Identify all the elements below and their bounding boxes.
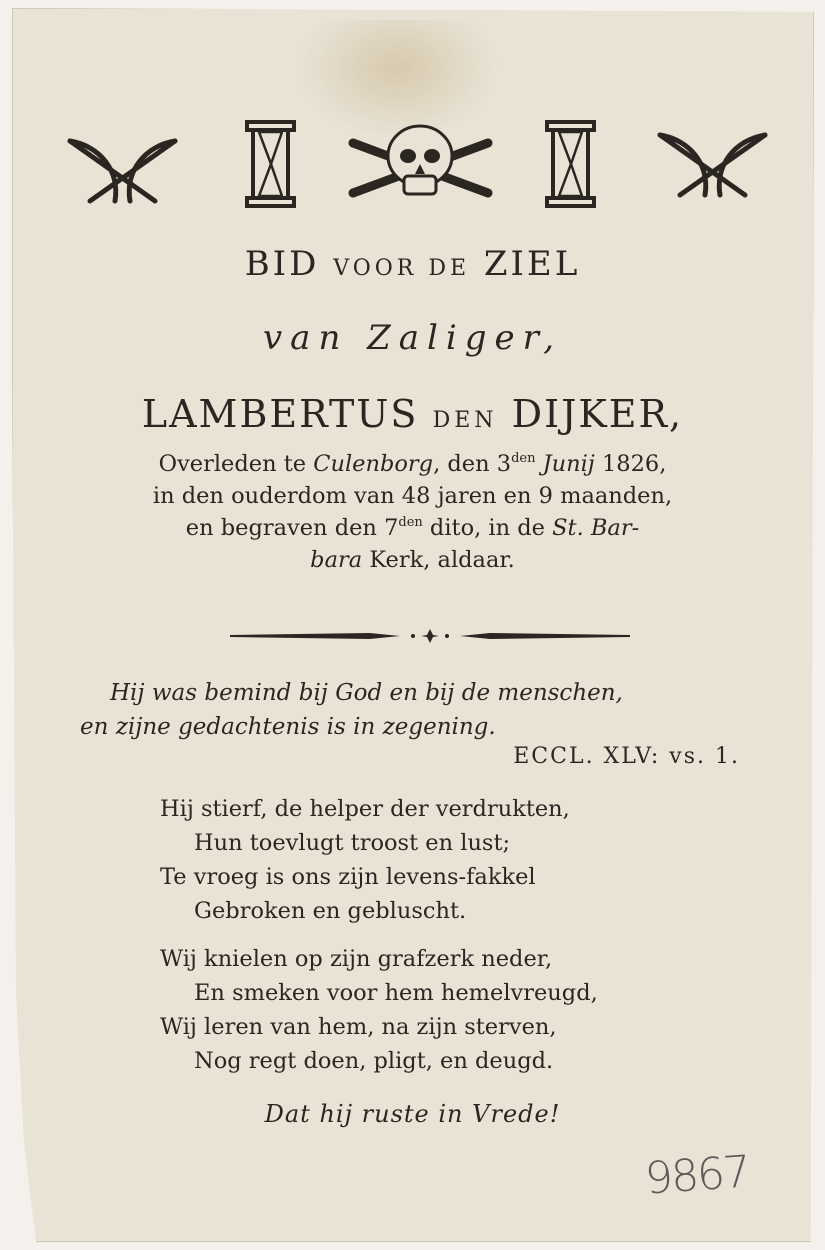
card-title xyxy=(0,244,825,284)
details-text: dito, in de xyxy=(422,515,553,541)
details-text: en begraven den 7 xyxy=(185,515,399,541)
verse-line: Te vroeg is ons zijn levens-fakkel xyxy=(160,864,536,890)
verse-line: En smeken voor hem hemelvreugd, xyxy=(194,980,598,1006)
last-name: DIJKER, xyxy=(511,392,684,436)
ordinal-suffix: den xyxy=(511,451,536,466)
handwritten-catalog-number: 9867 xyxy=(643,1146,751,1205)
details-text: , den 3 xyxy=(433,451,512,477)
scripture-reference: ECCL. XLV: vs. 1. xyxy=(513,744,740,769)
verse-stanza-2 xyxy=(160,942,720,1078)
quote-line-1: Hij was bemind bij God en bij de menschen, xyxy=(110,680,623,706)
quote-line-2: en zijne gedachtenis is in zegening. xyxy=(80,714,496,740)
death-details xyxy=(0,448,825,576)
verse-stanza-1 xyxy=(160,792,720,928)
ornament-row xyxy=(60,118,780,213)
details-text: Overleden te xyxy=(158,451,314,477)
details-line-2: in den ouderdom van 48 jaren en 9 maanden, xyxy=(152,483,673,509)
skull-crossbones-icon xyxy=(338,118,503,210)
details-line-1 xyxy=(0,448,825,480)
crossed-scythes-icon xyxy=(650,120,775,205)
church-name: St. Bar- xyxy=(552,515,640,541)
deceased-name xyxy=(0,392,825,436)
details-line-4 xyxy=(0,544,825,576)
title-bid: BID xyxy=(244,244,320,284)
first-name: LAMBERTUS xyxy=(141,392,419,436)
closing-blessing: Dat hij ruste in Vrede! xyxy=(264,1100,561,1128)
verse-line: Wij knielen op zijn grafzerk neder, xyxy=(160,946,553,972)
verse-line: Wij leren van hem, na zijn sterven, xyxy=(160,1014,557,1040)
hourglass-icon xyxy=(543,118,598,210)
verse-line: Hij stierf, de helper der verdrukten, xyxy=(160,796,570,822)
verse-line: Nog regt doen, pligt, en deugd. xyxy=(194,1048,554,1074)
year-of-death: 1826, xyxy=(594,451,667,477)
ordinal-suffix: den xyxy=(398,515,423,530)
card-subtitle: van Zaliger, xyxy=(262,318,563,358)
details-text: Kerk, aldaar. xyxy=(362,547,515,573)
title-voor-de: VOOR DE xyxy=(333,256,471,281)
place-of-death: Culenborg xyxy=(313,451,434,477)
name-particle: DEN xyxy=(432,408,498,433)
ornamental-divider xyxy=(230,626,630,646)
details-line-3 xyxy=(0,512,825,544)
hourglass-icon xyxy=(243,118,298,210)
crossed-scythes-icon xyxy=(60,126,185,211)
scripture-quote xyxy=(80,676,780,744)
title-ziel: ZIEL xyxy=(483,244,581,284)
verse-line: Gebroken en gebluscht. xyxy=(194,898,467,924)
church-name: bara xyxy=(310,547,363,573)
month-of-death: Junij xyxy=(542,451,595,477)
verse-line: Hun toevlugt troost en lust; xyxy=(194,830,511,856)
